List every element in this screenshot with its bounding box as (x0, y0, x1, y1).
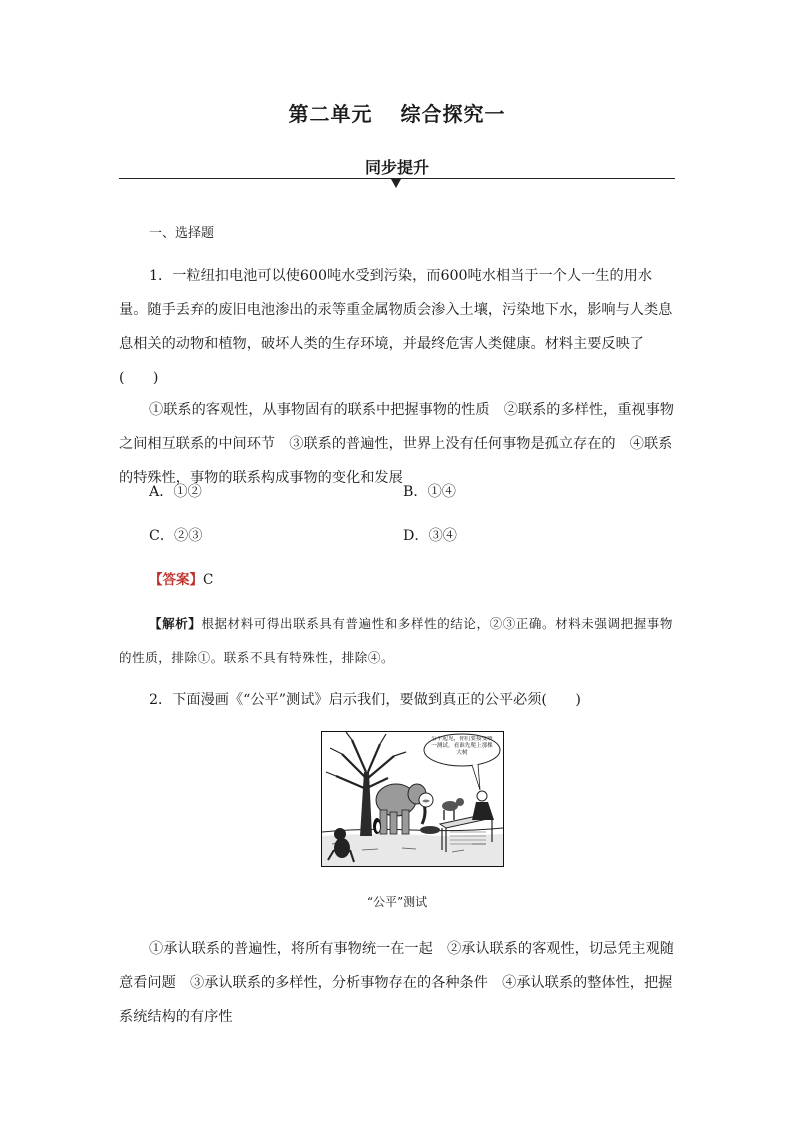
page-title (0, 98, 794, 127)
answer-tag: 【答案】 (149, 572, 203, 588)
option-d: D．③④ (403, 528, 457, 544)
option-b: B．①④ (403, 484, 456, 500)
answer-value: C (203, 572, 214, 588)
fair-test-cartoon (321, 731, 504, 867)
question-2-stem: 2．下面漫画《“公平”测试》启示我们，要做到真正的公平必须( ) (149, 692, 581, 708)
explanation (119, 607, 675, 675)
question-1-stem: 1．一粒纽扣电池可以使600吨水受到污染，而600吨水相当于一个人一生的用水量。随手丢弃的废旧电池渗出的汞等重金属物质会渗入土壤，污染地下水，影响与人类息息相关的动物和植物，破坏人类的生存环境，并最终危害人类健康。材料主要反映了( ) (119, 268, 673, 386)
explanation-tag: 【解析】 (149, 616, 202, 631)
topic-label: 综合探究一 (400, 102, 506, 126)
cartoon-caption: “公平”测试 (366, 895, 428, 909)
answer-line (149, 568, 213, 588)
speech-bubble-text: 公平起见，你们要接受统一测试，看谁先爬上那棵大树 (431, 736, 493, 756)
unit-label: 第二单元 (288, 102, 373, 126)
question-1-statements: ①联系的客观性，从事物固有的联系中把握事物的性质 ②联系的多样性，重视事物之间相互联系的中间环节 ③联系的普遍性，世界上没有任何事物是孤立存在的 ④联系的特殊性，事物的联系构成事物的变化和发展 (119, 402, 674, 486)
question-2-statements: ①承认联系的普遍性，将所有事物统一在一起 ②承认联系的客观性，切忌凭主观随意看问题 ③承认联系的多样性，分析事物存在的各种条件 ④承认联系的整体性，把握系统结构的有序性 (119, 941, 674, 1025)
section-heading: 同步提升 (364, 158, 429, 177)
question-type-label: 一、选择题 (149, 226, 215, 241)
cartoon-illustration (322, 732, 503, 866)
option-a: A．①② (149, 484, 202, 500)
explanation-text: 根据材料可得出联系具有普遍性和多样性的结论，②③正确。材料未强调把握事物的性质，排除①。联系不具有特殊性，排除④。 (119, 616, 674, 665)
option-c: C．②③ (149, 528, 203, 544)
triangle-marker-icon (391, 179, 401, 188)
